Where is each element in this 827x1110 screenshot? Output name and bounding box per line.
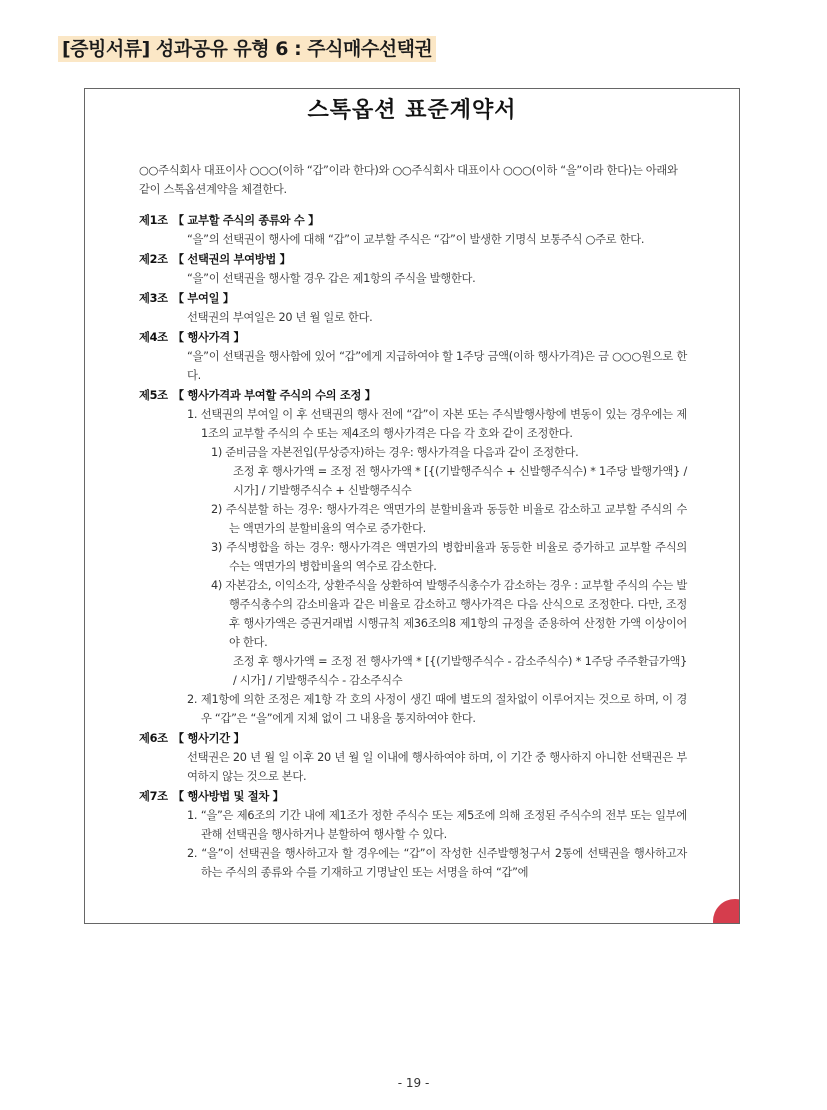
article-title: 【 행사가격과 부여할 주식의 수의 조정 】: [172, 389, 376, 402]
article-number: 제5조: [139, 389, 168, 402]
article-body: “을”의 선택권이 행사에 대해 “갑”이 교부할 주식은 “갑”이 발생한 기명식 보통주식 ○주로 한다.: [187, 233, 645, 246]
article-heading: [139, 289, 687, 308]
sub-clause: 1) 준비금을 자본전입(무상증자)하는 경우: 행사가격을 다음과 같이 조정한다.: [211, 446, 579, 459]
article-number: 제6조: [139, 732, 168, 745]
article-heading: [139, 328, 687, 347]
clause-item: 1. 선택권의 부여일 이 후 선택권의 행사 전에 “갑”이 자본 또는 주식발행사항에 변동이 있는 경우에는 제1조의 교부할 주식의 수 또는 제4조의 행사가격은 다음 각 호와 같이 조정한다.: [187, 408, 687, 440]
article-title: 【 행사기간 】: [172, 732, 245, 745]
clause-item: 1. “을”은 제6조의 기간 내에 제1조가 정한 주식수 또는 제5조에 의해 조정된 주식수의 전부 또는 일부에 관해 선택권을 행사하거나 분할하여 행사할 수 있다.: [187, 809, 687, 841]
article-6: [139, 729, 687, 786]
article-body: 선택권은 20 년 월 일 이후 20 년 월 일 이내에 행사하여야 하며, 이 기간 중 행사하지 아니한 선택권은 부여하지 않는 것으로 본다.: [187, 751, 687, 783]
article-title: 【 행사방법 및 절차 】: [172, 790, 284, 803]
article-title: 【 교부할 주식의 종류와 수 】: [172, 214, 320, 227]
article-body: 선택권의 부여일은 20 년 월 일로 한다.: [187, 311, 373, 324]
article-4: [139, 328, 687, 385]
article-heading: [139, 787, 687, 806]
article-title: 【 부여일 】: [172, 292, 234, 305]
article-number: 제2조: [139, 253, 168, 266]
document-title: 스톡옵션 표준계약서: [307, 98, 517, 123]
sub-clause: 4) 자본감소, 이익소각, 상환주식을 상환하여 발행주식총수가 감소하는 경우 : 교부할 주식의 수는 발행주식총수의 감소비율과 같은 비율로 감소하고 행사가격은 다음 산식으로 조정한다. 다만, 조정 후 행사가액은 증권거래법 시행규칙 제36조의8 제1항의 규정을 준용하여 산정한 가액 이상이어야 한다.: [211, 579, 687, 649]
page-number: - 19 -: [397, 1076, 430, 1090]
article-number: 제4조: [139, 331, 168, 344]
article-body: “을”이 선택권을 행사함에 있어 “갑”에게 지급하여야 할 1주당 금액(이하 행사가격)은 금 ○○○원으로 한다.: [187, 350, 687, 382]
sub-clause: 2) 주식분할 하는 경우: 행사가격은 액면가의 분할비율과 동등한 비율로 감소하고 교부할 주식의 수는 액면가의 분할비율의 역수로 증가한다.: [211, 503, 687, 535]
article-7: [139, 787, 687, 882]
article-heading: [139, 386, 687, 405]
article-body: “을”이 선택권을 행사할 경우 갑은 제1항의 주식을 발행한다.: [187, 272, 476, 285]
article-heading: [139, 729, 687, 748]
article-number: 제1조: [139, 214, 168, 227]
article-5: [139, 386, 687, 728]
article-heading: [139, 250, 687, 269]
article-number: 제7조: [139, 790, 168, 803]
formula: 조정 후 행사가액 = 조정 전 행사가액 * [{(기발행주식수 - 감소주식수) * 1주당 주주환급가액} / 시가] / 기발행주식수 - 감소주식수: [233, 655, 687, 687]
seal-stamp: [713, 899, 740, 924]
formula: 조정 후 행사가액 = 조정 전 행사가액 * [{(기발행주식수 + 신발행주식수) * 1주당 발행가액} / 시가] / 기발행주식수 + 신발행주식수: [233, 465, 687, 497]
contract-document: [84, 88, 740, 924]
clause-item: 2. 제1항에 의한 조정은 제1항 각 호의 사정이 생긴 때에 별도의 절차없이 이루어지는 것으로 하며, 이 경우 “갑”은 “을”에게 지체 없이 그 내용을 통지하여야 한다.: [187, 693, 687, 725]
article-2: [139, 250, 687, 288]
article-title: 【 선택권의 부여방법 】: [172, 253, 291, 266]
article-heading: [139, 211, 687, 230]
article-3: [139, 289, 687, 327]
section-heading: [증빙서류] 성과공유 유형 6 : 주식매수선택권: [58, 36, 436, 62]
contract-content: [139, 161, 687, 883]
article-title: 【 행사가격 】: [172, 331, 245, 344]
article-1: [139, 211, 687, 249]
intro-paragraph: ○○주식회사 대표이사 ○○○(이하 “갑”이라 한다)와 ○○주식회사 대표이사 ○○○(이하 “을”이라 한다)는 아래와 같이 스톡옵션계약을 체결한다.: [139, 164, 678, 196]
clause-item: 2. “을”이 선택권을 행사하고자 할 경우에는 “갑”이 작성한 신주발행청구서 2통에 선택권을 행사하고자 하는 주식의 종류와 수를 기재하고 기명날인 또는 서명을 하여 “갑”에: [187, 847, 687, 879]
article-number: 제3조: [139, 292, 168, 305]
sub-clause: 3) 주식병합을 하는 경우: 행사가격은 액면가의 병합비율과 동등한 비율로 증가하고 교부할 주식의 수는 액면가의 병합비율의 역수로 감소한다.: [211, 541, 687, 573]
